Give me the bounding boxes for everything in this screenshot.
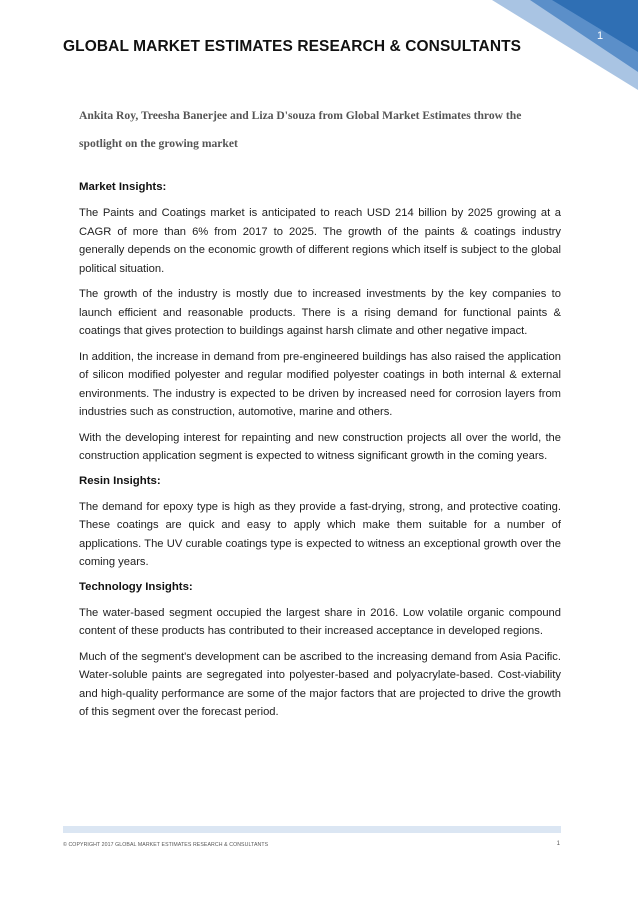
paragraph: The demand for epoxy type is high as they provide a fast-drying, strong, and protective coating. These coatings are quick and easy to apply which make them suitable for a number of applications. The UV curable coatings type is expected to witness an exceptional growth over the coming years. xyxy=(79,500,561,568)
header-page-number: 1 xyxy=(596,30,604,42)
paragraph: The growth of the industry is mostly due to increased investments by the key companies to launch efficient and reasonable products. There is a rising demand for functional paints & coatings that gives protection to buildings against harsh climate and other negative impact. xyxy=(79,288,561,337)
paragraph: The Paints and Coatings market is anticipated to reach USD 214 billion by 2025 growing at a CAGR of more than 6% from 2017 to 2025. The growth of the paints & coatings industry generally depends on the economic growth of different regions which itself is subject to the global political situation. xyxy=(79,207,561,275)
paragraph: Much of the segment's development can be ascribed to the increasing demand from Asia Pacific. Water-soluble paints are segregated into polyester-based and polyacrylate-based. Cost-viability and high-quality performance are some of the major factors that are projected to drive the growth of this segment over the forecast period. xyxy=(79,650,561,718)
footer-page-number: 1 xyxy=(556,841,560,847)
authors-line: Ankita Roy, Treesha Banerjee and Liza D'souza from Global Market Estimates throw the spotlight on the growing market xyxy=(79,109,522,150)
footer-copyright: © COPYRIGHT 2017 GLOBAL MARKET ESTIMATES RESEARCH & CONSULTANTS xyxy=(63,842,269,848)
paragraph: With the developing interest for repainting and new construction projects all over the world, the construction application segment is expected to witness significant growth in the coming years. xyxy=(79,431,561,462)
section-heading: Market Insights: xyxy=(79,181,167,193)
footer-band xyxy=(63,826,561,833)
section-market-insights xyxy=(79,179,561,466)
paragraph: In addition, the increase in demand from pre-engineered buildings has also raised the application of silicon modified polyester and regular modified polyester coatings in both internal & external environments. The industry is expected to be driven by increased need for corrosion layers from industries such as construction, automotive, marine and others. xyxy=(79,350,561,418)
section-resin-insights xyxy=(79,473,561,572)
section-heading: Resin Insights: xyxy=(79,474,161,487)
section-heading: Technology Insights: xyxy=(79,580,193,593)
header-title: GLOBAL MARKET ESTIMATES RESEARCH & CONSULTANTS xyxy=(63,38,522,55)
main-content xyxy=(79,179,561,729)
section-technology-insights xyxy=(79,579,561,722)
paragraph: The water-based segment occupied the largest share in 2016. Low volatile organic compound content of these products has contributed to their increased acceptance in developed regions. xyxy=(79,606,561,637)
